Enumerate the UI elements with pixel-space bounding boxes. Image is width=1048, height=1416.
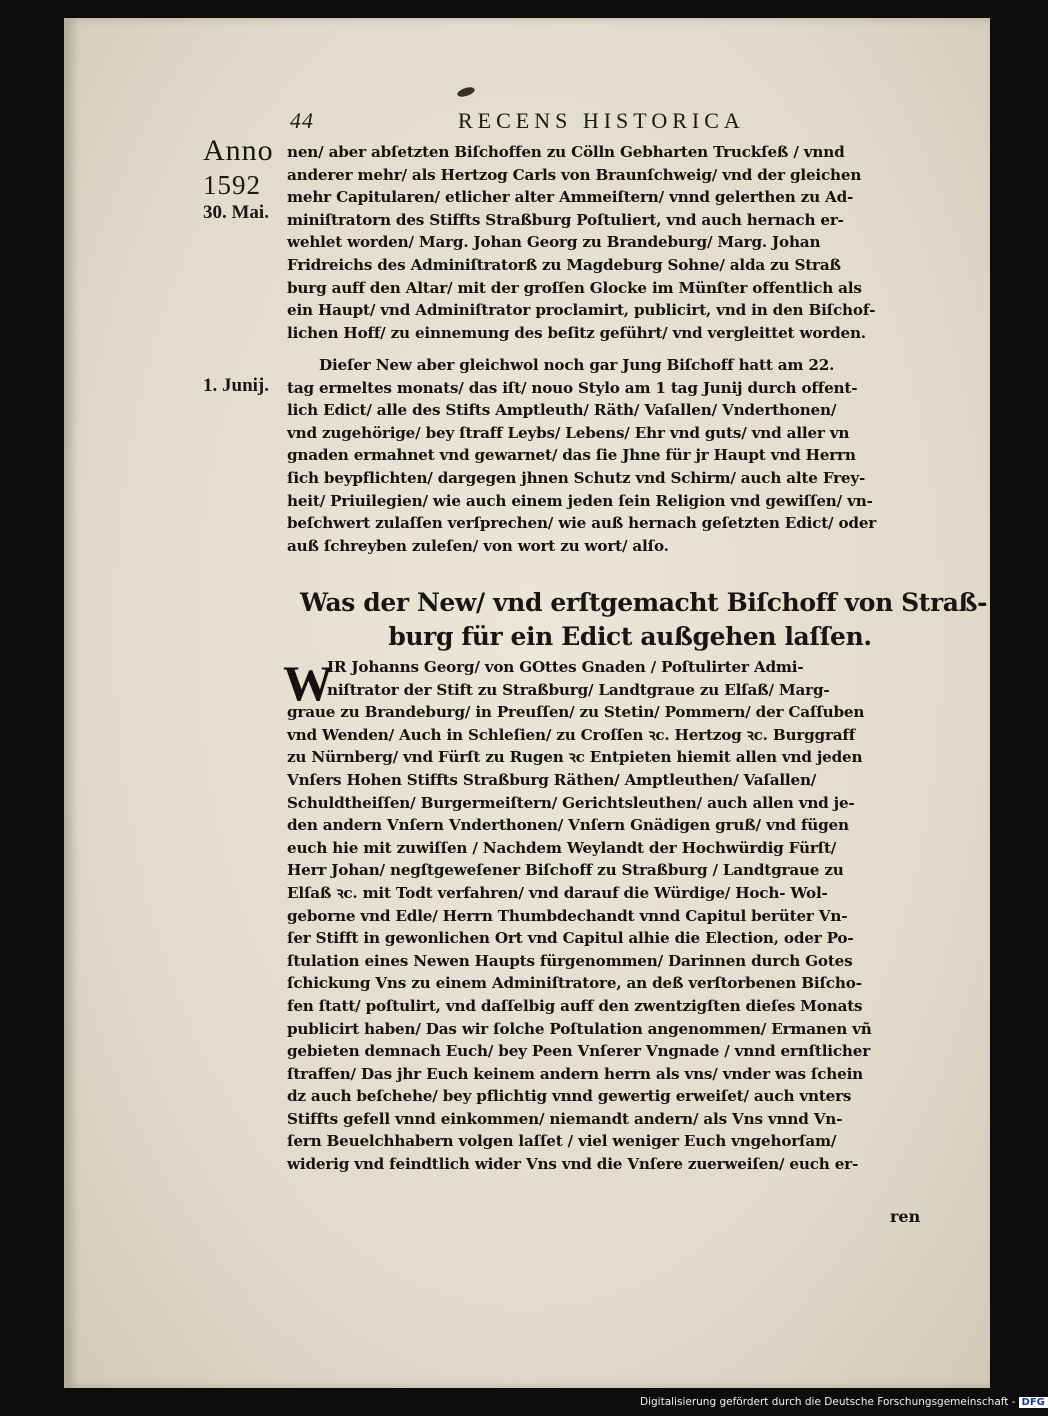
- dfg-logo: DFG: [1019, 1397, 1048, 1408]
- text-line: den andern Vnſern Vnderthonen/ Vnſern Gnädigen gruß/ vnd fügen: [287, 816, 849, 835]
- running-title: RECENS HISTORICA: [458, 108, 745, 133]
- text-line: ſern Beuelchhabern volgen laſſet / viel weniger Euch vngehorſam/: [287, 1132, 837, 1151]
- funding-credit-text: Digitalisierung gefördert durch die Deutsche Forschungsgemeinschaft -: [640, 1396, 1016, 1408]
- margin-note-date-june: 1. Junij.: [203, 375, 269, 396]
- text-line: auß ſchreyben zuleſen/ von wort zu wort/ alſo.: [287, 536, 669, 555]
- text-line: widerig vnd feindtlich wider Vns vnd die Vnſere zuerweiſen/ euch er‑: [287, 1155, 859, 1174]
- text-line: gnaden ermahnet vnd gewarnet/ das ſie Jhne für jr Haupt vnd Herrn: [287, 446, 856, 465]
- text-line: zu Nürnberg/ vnd Fürſt zu Rugen ꝛc Entpieten hiemit allen vnd jeden: [287, 748, 863, 767]
- text-line: anderer mehr/ als Hertzog Carls von Braunſchweig/ vnd der gleichen: [287, 165, 862, 184]
- text-line: Elſaß ꝛc. mit Todt verfahren/ vnd darauf die Würdige/ Hoch‑ Wol‑: [287, 883, 828, 902]
- text-line: IR Johanns Georg/ von GOttes Gnaden / Poſtulirter Admi‑: [327, 658, 804, 676]
- text-line: Dieſer New aber gleichwol noch gar Jung Biſchoff hatt am 22.: [319, 356, 835, 374]
- text-line: ſich beypflichten/ dargegen jhnen Schutz vnd Schirm/ auch alte Frey‑: [287, 468, 866, 487]
- decorated-initial: W: [283, 655, 333, 711]
- text-line: geborne vnd Edle/ Herrn Thumbdechandt vnnd Capitul berüter Vn‑: [287, 906, 848, 925]
- margin-note-date-may: 30. Mai.: [203, 202, 269, 223]
- text-line: ſer Stifft in gewonlichen Ort vnd Capitul alhie die Election, oder Po‑: [287, 929, 854, 948]
- text-line: ſchickung Vns zu einem Adminiſtratore, an deß verſtorbenen Biſcho‑: [287, 974, 862, 993]
- text-line: vnd zugehörige/ bey ſtraff Leybs/ Lebens/ Ehr vnd guts/ vnd aller vn: [287, 423, 850, 442]
- page-number: 44: [290, 108, 314, 133]
- text-line: ein Haupt/ vnd Adminiſtrator proclamirt, publicirt, vnd in den Biſchof‑: [287, 301, 876, 320]
- section-heading: [300, 586, 988, 654]
- edict-text: [287, 656, 962, 1176]
- text-line: euch hie mit zuwiſſen / Nachdem Weylandt der Hochwürdig Fürſt/: [287, 838, 837, 857]
- text-line: fen ſtatt/ poſtulirt, vnd daſſelbig auff den zwentzigſten dieſes Monats: [287, 996, 863, 1015]
- text-line: Herr Johan/ negſtgeweſener Biſchoff zu Straßburg / Landtgraue zu: [287, 861, 844, 880]
- heading-line: burg für ein Edict außgehen laſſen.: [388, 622, 872, 651]
- text-line: lich Edict/ alle des Stifts Amptleuth/ Räth/ Vaſallen/ Vnderthonen/: [287, 401, 837, 420]
- text-line: Schuldtheiſſen/ Burgermeiſtern/ Gerichtsleuthen/ auch allen vnd je‑: [287, 793, 855, 812]
- text-line: vnd Wenden/ Auch in Schleſien/ zu Croſſen ꝛc. Hertzog ꝛc. Burggraff: [287, 725, 856, 744]
- text-line: wehlet worden/ Marg. Johan Georg zu Brandeburg/ Marg. Johan: [287, 233, 821, 252]
- text-line: gebieten demnach Euch/ bey Peen Vnſerer Vngnade / vnnd ernſtlicher: [287, 1042, 871, 1061]
- text-line: Stiffts gefell vnnd einkommen/ niemandt andern/ als Vns vnnd Vn‑: [287, 1109, 843, 1128]
- text-line: tag ermeltes monats/ das iſt/ nouo Stylo am 1 tag Junij durch offent‑: [287, 378, 858, 397]
- page-header: [290, 108, 830, 134]
- heading-line: Was der New/ vnd erſtgemacht Biſchoff von Straß‑: [300, 588, 988, 617]
- margin-note-anno: Anno: [203, 134, 274, 167]
- text-line: nen/ aber abſetzten Biſchoffen zu Cölln Gebharten Truckſeß / vnnd: [287, 143, 845, 161]
- text-line: miniſtratorn des Stiffts Straßburg Poſtuliert, vnd auch hernach er‑: [287, 210, 844, 229]
- text-line: lichen Hoff/ zu einnemung des beſitz geführt/ vnd vergleittet worden.: [287, 323, 866, 342]
- text-line: beſchwert zulaſſen verſprechen/ wie auß hernach geſetzten Edict/ oder: [287, 514, 877, 533]
- footer-credit: [640, 1396, 1045, 1412]
- paragraph-decree: [287, 354, 962, 557]
- margin-note-year: 1592: [203, 170, 261, 200]
- text-line: heit/ Priuilegien/ wie auch einem jeden ſein Religion vnd gewiſſen/ vn‑: [287, 491, 873, 510]
- text-line: ſtulation eines Newen Haupts fürgenommen/ Darinnen durch Gotes: [287, 951, 853, 970]
- catchword: ren: [890, 1207, 921, 1226]
- text-line: niſtrator der Stift zu Straßburg/ Landtgraue zu Elſaß/ Marg‑: [327, 680, 830, 699]
- text-line: Vnſers Hohen Stiffts Straßburg Räthen/ Amptleuthen/ Vaſallen/: [287, 770, 817, 789]
- paragraph-election: [287, 141, 962, 344]
- text-line: publicirt haben/ Das wir ſolche Poſtulation angenommen/ Ermanen vñ: [287, 1019, 872, 1038]
- text-line: mehr Capitularen/ etlicher alter Ammeiſtern/ vnnd gelerthen zu Ad‑: [287, 188, 854, 207]
- text-line: dz auch beſchehe/ bey pflichtig vnnd gewertig erweiſet/ auch vnters: [287, 1087, 852, 1106]
- text-line: Fridreichs des Adminiſtratorß zu Magdeburg Sohne/ alda zu Straß: [287, 255, 841, 274]
- text-line: ſtraffen/ Das jhr Euch keinem andern herrn als vns/ vnder was ſchein: [287, 1064, 864, 1083]
- text-line: graue zu Brandeburg/ in Preuſſen/ zu Stetin/ Pommern/ der Caſſuben: [287, 703, 865, 722]
- text-line: burg auff den Altar/ mit der groſſen Glocke im Münſter offentlich als: [287, 278, 862, 297]
